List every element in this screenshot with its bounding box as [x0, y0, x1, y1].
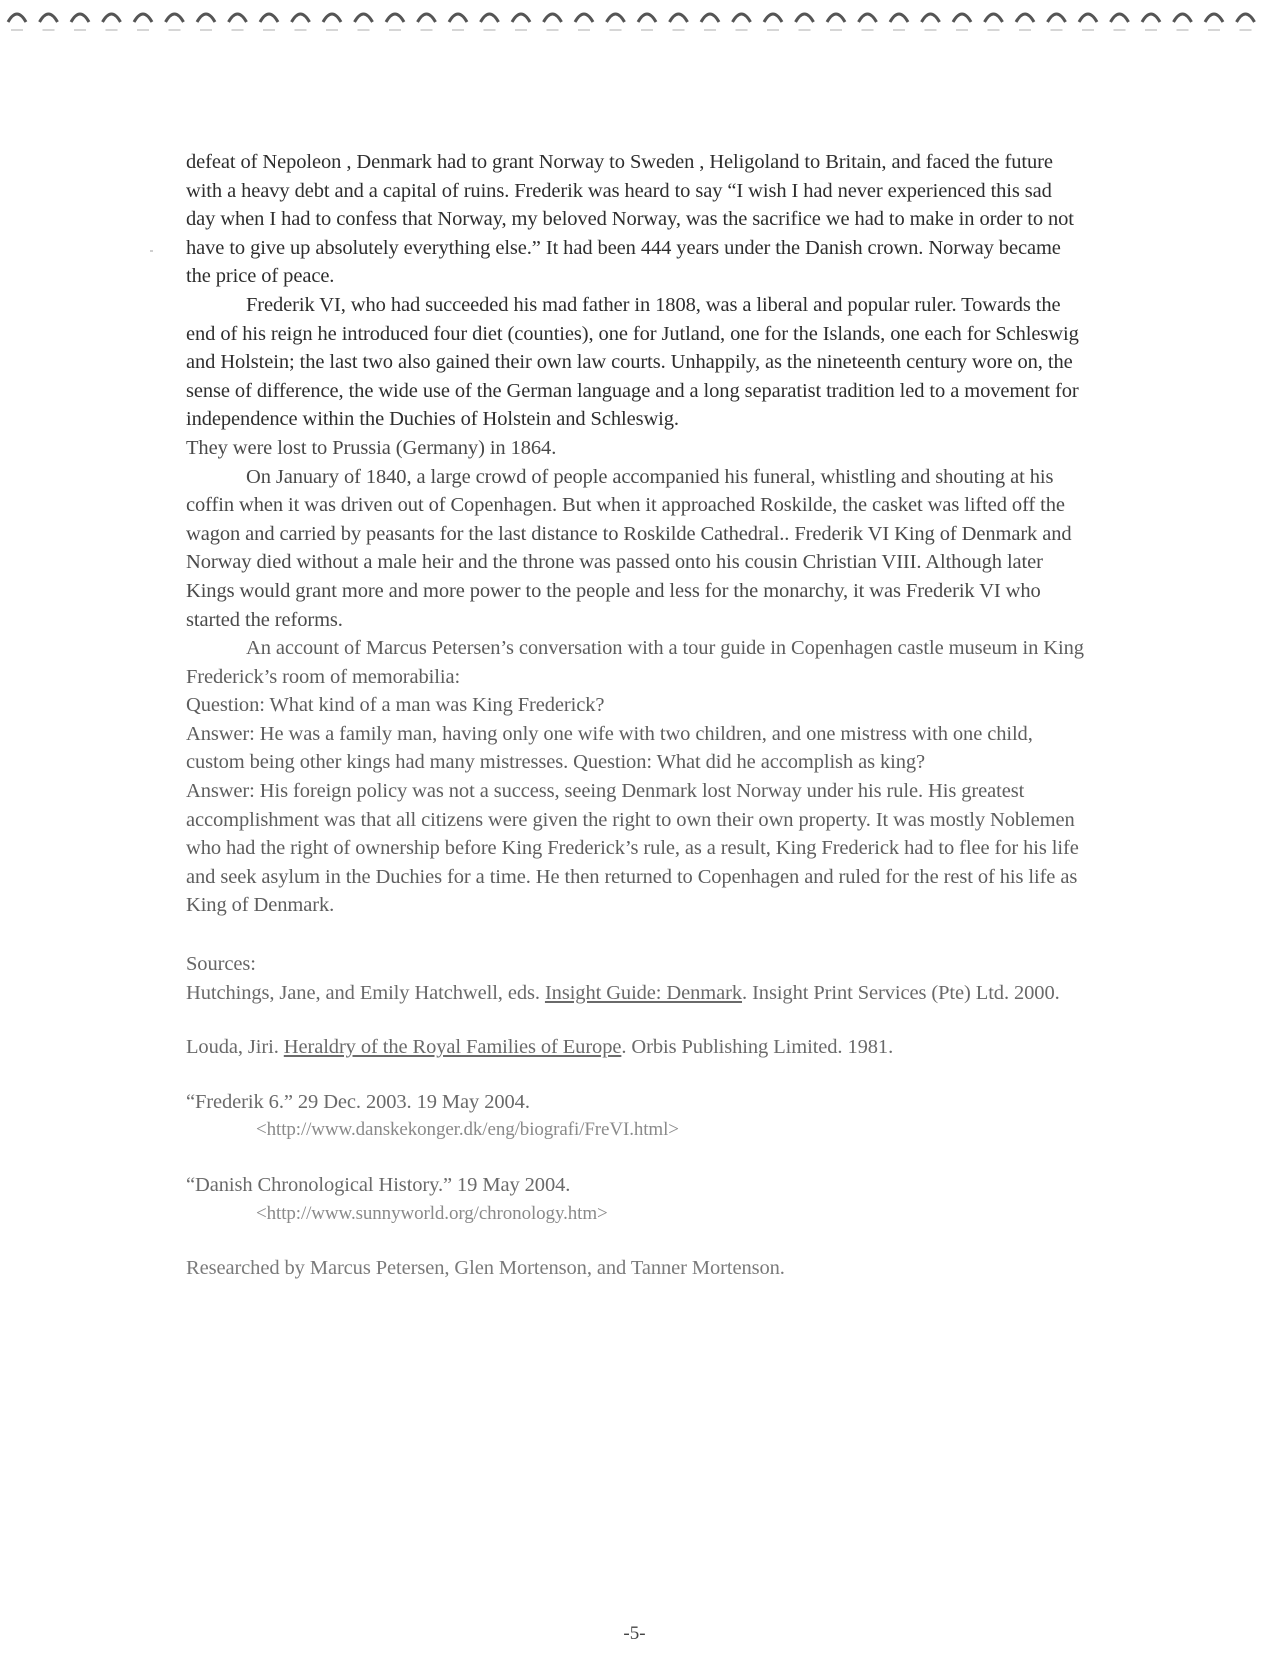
spiral-loop	[1174, 14, 1192, 22]
spiral-loop	[260, 14, 278, 22]
spiral-loop	[449, 14, 467, 22]
spiral-loop	[229, 14, 247, 22]
paragraph-defeat-of-napoleon: defeat of Nepoleon , Denmark had to grant Norway to Sweden , Heligoland to Britain, and faced the future with a heavy debt and a capital of ruins. Frederik was heard to say “I wish I had never experienced this sad day when I had to confess that Norway, my beloved Norway, was the sacrifice we had to make in order to not have to give up absolutely everything else.” It had been 444 years under the Danish crown. Norway became the price of peace.	[186, 151, 1074, 288]
spiral-loop	[607, 14, 625, 22]
citation-title: Insight Guide: Denmark	[544, 981, 743, 1004]
citation-heraldry	[186, 1033, 1086, 1062]
citation-danish-chronology: “Danish Chronological History.” 19 May 2004.	[186, 1174, 571, 1196]
spiral-loop	[953, 14, 971, 22]
citation-url-sunnyworld: <http://www.sunnyworld.org/chronology.htm>	[256, 1202, 608, 1224]
spiral-loop	[1079, 14, 1097, 22]
spiral-loop	[1048, 14, 1066, 22]
answer-foreign-policy: Answer: His foreign policy was not a success, seeing Denmark lost Norway under his rule. His greatest accomplishment was that all citizens were given the right to own their own property. It was mostly Noblemen who had the right of ownership before King Frederick’s rule, as a result, King Frederick had to flee for his life and seek asylum in the Duchies for a time. He then returned to Copenhagen and ruled for the rest of his life as King of Denmark.	[186, 780, 1079, 917]
spiral-loop	[8, 14, 26, 22]
citation-url-danskekonger: <http://www.danskekonger.dk/eng/biografi/FreVI.html>	[256, 1119, 679, 1141]
spiral-loop	[1237, 14, 1255, 22]
spiral-loop	[481, 14, 499, 22]
document-body	[186, 148, 1086, 1283]
spiral-loop	[1016, 14, 1034, 22]
citation-publisher: . Orbis Publishing Limited. 1981.	[621, 1036, 894, 1059]
spiral-loop	[166, 14, 184, 22]
spiral-loop	[670, 14, 688, 22]
citation-frederik-6: “Frederik 6.” 29 Dec. 2003. 19 May 2004.	[186, 1090, 530, 1113]
page-number: -5-	[623, 1623, 646, 1644]
margin-speck	[150, 250, 153, 252]
spiral-loop	[638, 14, 656, 22]
paragraph-lost-to-prussia: They were lost to Prussia (Germany) in 1864.	[186, 436, 557, 459]
spiral-loop	[764, 14, 782, 22]
spiral-loop	[827, 14, 845, 22]
spiral-loop	[134, 14, 152, 22]
paragraph-tour-guide-account: An account of Marcus Petersen’s conversation with a tour guide in Copenhagen castle museum in King Frederick’s room of memorabilia:	[186, 637, 1084, 688]
spiral-loop	[418, 14, 436, 22]
spiral-loop	[103, 14, 121, 22]
answer-family-man: Answer: He was a family man, having only one wife with two children, and one mistress with one child, custom being other kings had many mistresses. Question: What did he accomplish as king?	[186, 722, 1033, 774]
spiral-loop	[512, 14, 530, 22]
citation-authors: Hutchings, Jane, and Emily Hatchwell, eds.	[186, 981, 545, 1004]
spiral-loop	[386, 14, 404, 22]
spiral-loop	[40, 14, 58, 22]
paragraph-frederik-vi-reign: Frederik VI, who had succeeded his mad father in 1808, was a liberal and popular ruler. Towards the end of his reign he introduced four diet (counties), one for Jutland, one for the Islands, one each for Schleswig and Holstein; the last two also gained their own law courts. Unhappily, as the nineteenth century wore on, the sense of difference, the wide use of the German language and a long separatist tradition led to a movement for independence within the Duchies of Holstein and Schleswig.	[186, 293, 1079, 431]
citation-authors: Louda, Jiri.	[186, 1036, 284, 1059]
spiral-loop	[292, 14, 310, 22]
spiral-loop	[796, 14, 814, 22]
spiral-loop	[859, 14, 877, 22]
paragraph-funeral: On January of 1840, a large crowd of people accompanied his funeral, whistling and shouting at his coffin when it was driven out of Copenhagen. But when it approached Roskilde, the casket was lifted off the wagon and carried by peasants for the last distance to Roskilde Cathedral.. Frederik VI King of Denmark and Norway died without a male heir and the throne was passed onto his cousin Christian VIII. Although later Kings would grant more and more power to the people and less for the monarchy, it was Frederik VI who started the reforms.	[186, 465, 1072, 631]
spiral-loop	[1111, 14, 1129, 22]
spiral-loop	[1142, 14, 1160, 22]
citation-publisher: . Insight Print Services (Pte) Ltd. 2000.	[742, 981, 1060, 1004]
spiral-loop	[890, 14, 908, 22]
spiral-loop	[323, 14, 341, 22]
question-what-kind-of-man: Question: What kind of a man was King Frederick?	[186, 694, 605, 717]
spiral-loop	[575, 14, 593, 22]
spiral-loop	[922, 14, 940, 22]
spiral-loop	[197, 14, 215, 22]
spiral-loop	[544, 14, 562, 22]
spiral-loop	[985, 14, 1003, 22]
spiral-loop	[71, 14, 89, 22]
spiral-binding-edge	[0, 0, 1269, 40]
sources-heading: Sources:	[186, 953, 256, 976]
spiral-loop	[733, 14, 751, 22]
researched-by-credits: Researched by Marcus Petersen, Glen Mortenson, and Tanner Mortenson.	[186, 1257, 785, 1280]
citation-title: Heraldry of the Royal Families of Europe	[283, 1036, 622, 1059]
spiral-loop	[355, 14, 373, 22]
spiral-loop	[701, 14, 719, 22]
citation-insight-guide	[186, 979, 1086, 1008]
spiral-loop	[1205, 14, 1223, 22]
